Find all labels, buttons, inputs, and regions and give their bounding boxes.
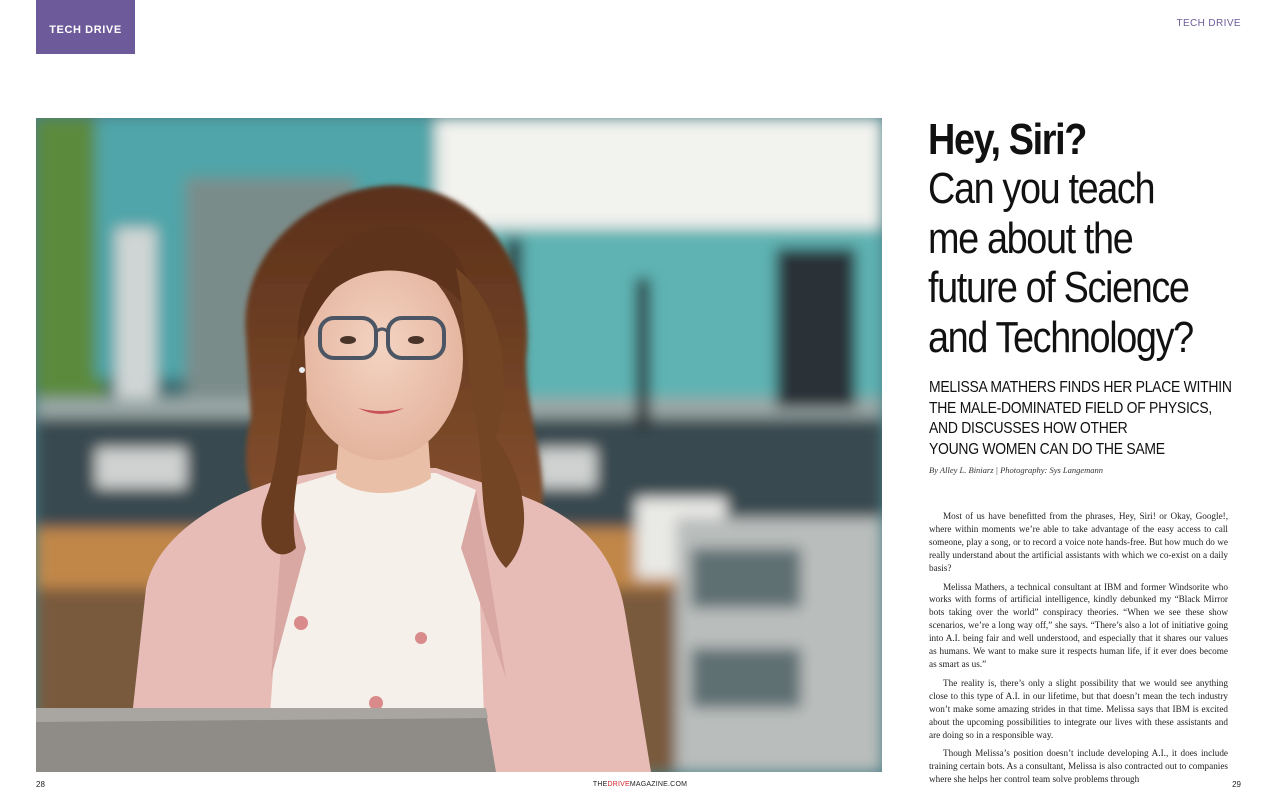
site-suffix: MAGAZINE.COM <box>629 781 688 788</box>
deck-line: MELISSA MATHERS FINDS HER PLACE WITHIN <box>929 379 1232 396</box>
headline-line: Can you teach <box>928 164 1155 213</box>
section-tab-label: TECH DRIVE <box>49 24 122 36</box>
section-header-right: TECH DRIVE <box>1176 18 1241 29</box>
headline-line: me about the <box>928 213 1133 263</box>
portrait-illustration <box>36 118 882 772</box>
headline-line: future of Science <box>928 263 1189 312</box>
body-paragraph: Though Melissa’s position doesn’t include developing A.I., it does include training certain bots. As a consultant, Melissa is also contracted out to companies where she helps her control team solve problems through <box>929 748 1228 785</box>
article-body <box>929 510 1228 792</box>
site-brand: DRIVE <box>607 781 630 788</box>
site-prefix: THE <box>592 781 608 788</box>
article-headline <box>928 116 1248 362</box>
footer-site-link[interactable] <box>593 781 687 788</box>
headline-line-bold: Hey, Siri? <box>928 115 1086 164</box>
section-tab <box>36 0 135 54</box>
deck-line: AND DISCUSSES HOW OTHER <box>929 420 1128 438</box>
body-paragraph: The reality is, there’s only a slight possibility that we would see anything close to this type of A.I. in our lifetime, but that doesn’t mean the tech industry won’t make some amazing strides in that time. Melissa says that IBM is excited about the upcoming possibilities to integrate our lives with these assistants and are doing so in a responsible way. <box>929 677 1228 740</box>
headline-line: and Technology? <box>928 312 1193 362</box>
page-number-left: 28 <box>36 780 45 789</box>
feature-photo <box>36 118 882 772</box>
deck-line: THE MALE-DOMINATED FIELD OF PHYSICS, <box>929 399 1213 417</box>
page-number-right: 29 <box>1232 780 1241 789</box>
byline: By Alley L. Biniarz | Photography: Sys Langemann <box>929 465 1104 475</box>
article-deck <box>929 378 1259 460</box>
body-paragraph: Melissa Mathers, a technical consultant at IBM and former Windsorite who works with forms of artificial intelligence, kindly debunked my “Black Mirror bots taking over the world” conspiracy theories. “When we see these show scenarios, we’re a long way off,” she says. “There’s also a lot of initiative going into A.I. being fair and well understood, and especially that it shares our values as humans. We want to make sure it respects human life, if it ever does become as smart as us.” <box>929 581 1228 669</box>
deck-line: YOUNG WOMEN CAN DO THE SAME <box>929 440 1165 458</box>
body-paragraph: Most of us have benefitted from the phrases, Hey, Siri! or Okay, Google!, where within moments we’re able to take advantage of the easy access to call someone, play a song, or to record a voice note hands-free. But how much do we really understand about the artificial assistants with which we co-exist on a daily basis? <box>929 511 1228 573</box>
